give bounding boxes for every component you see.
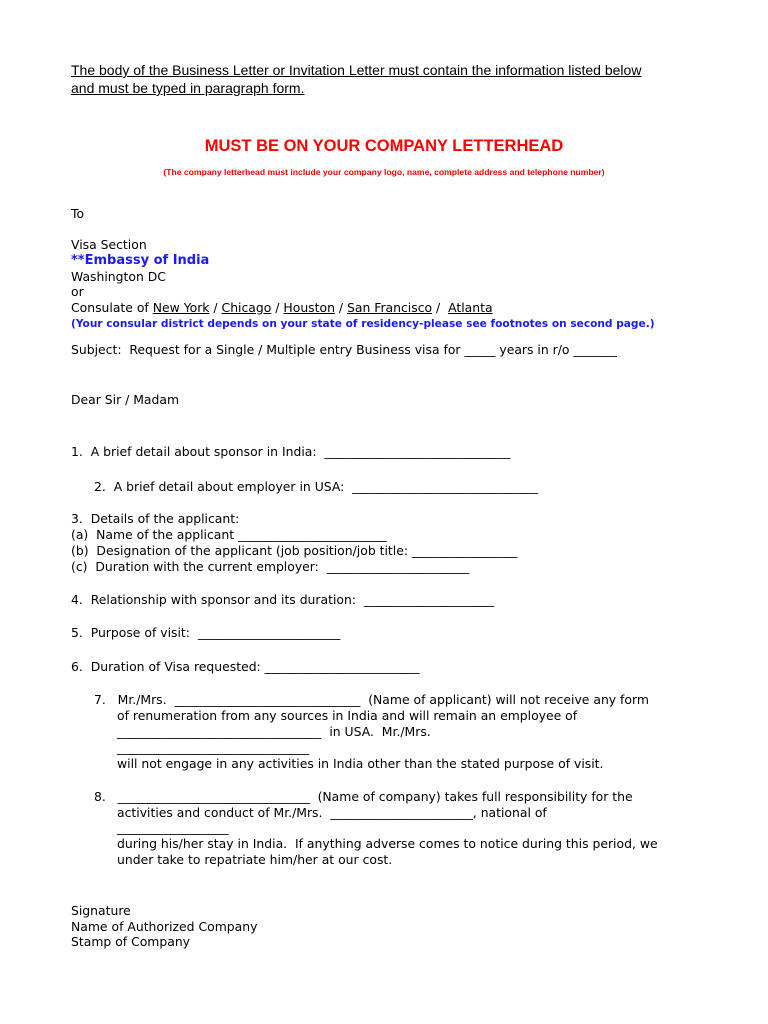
item-3b-designation: (b) Designation of the applicant (job position/job title: _________________ [71, 543, 518, 558]
consulate-line [71, 300, 493, 316]
address-to: To [71, 206, 85, 221]
consulate-san-francisco: San Francisco [346, 300, 433, 315]
item-8-line-3: __________________ [117, 820, 229, 835]
address-or: or [71, 284, 84, 299]
item-7-line-1: 7. Mr./Mrs. ______________________________ (Name of applicant) will not receive any form [94, 692, 649, 707]
consulate-atlanta: Atlanta [448, 300, 493, 315]
closing-stamp: Stamp of Company [71, 934, 191, 949]
item-5-purpose: 5. Purpose of visit: _______________________ [71, 625, 341, 640]
consular-district-note: (Your consular district depends on your state of residency-please see footnotes on second page.) [71, 318, 655, 330]
separator: / [334, 300, 347, 315]
item-8-line-5: under take to repatriate him/her at our cost. [117, 852, 393, 867]
item-7-line-2: of renumeration from any sources in India and will remain an employee of [117, 708, 578, 723]
item-3a-name: (a) Name of the applicant ________________________ [71, 527, 387, 542]
item-8-line-4: during his/her stay in India. If anything adverse comes to notice during this period, we [117, 836, 658, 851]
item-7-line-5: will not engage in any activities in India other than the stated purpose of visit. [117, 756, 604, 771]
consulate-prefix: Consulate of [71, 300, 153, 315]
letterhead-note: (The company letterhead must include your company logo, name, complete address and telephone number) [163, 167, 605, 177]
consulate-chicago: Chicago [221, 300, 272, 315]
address-embassy: **Embassy of India [71, 253, 210, 268]
item-4-relationship: 4. Relationship with sponsor and its duration: _____________________ [71, 592, 494, 607]
salutation: Dear Sir / Madam [71, 392, 180, 407]
item-8-line-2: activities and conduct of Mr./Mrs. _______________________, national of [117, 805, 547, 820]
item-1-sponsor: 1. A brief detail about sponsor in India: ______________________________ [71, 444, 511, 459]
address-visa-section: Visa Section [71, 237, 147, 252]
item-7-line-4: _______________________________ [117, 740, 310, 755]
closing-company-name: Name of Authorized Company [71, 919, 258, 934]
item-3c-duration: (c) Duration with the current employer: _______________________ [71, 559, 470, 574]
separator: / [271, 300, 284, 315]
item-3-applicant: 3. Details of the applicant: [71, 511, 240, 526]
instructions-line-2: and must be typed in paragraph form. [71, 80, 305, 96]
address-washington: Washington DC [71, 269, 166, 284]
consulate-houston: Houston [283, 300, 335, 315]
item-8-line-1: 8. _______________________________ (Name of company) takes full responsibility for the [94, 789, 633, 804]
closing-signature: Signature [71, 903, 131, 918]
consulate-new-york: New York [152, 300, 210, 315]
instructions-line-1: The body of the Business Letter or Invitation Letter must contain the information listed below [71, 62, 642, 78]
separator: / [432, 300, 445, 315]
separator: / [209, 300, 222, 315]
subject-line: Subject: Request for a Single / Multiple entry Business visa for _____ years in r/o _______ [71, 342, 617, 357]
letterhead-title: MUST BE ON YOUR COMPANY LETTERHEAD [204, 137, 564, 155]
item-7-line-3: _________________________________ in USA. Mr./Mrs. [117, 724, 431, 739]
item-2-employer: 2. A brief detail about employer in USA: ______________________________ [94, 479, 539, 494]
item-6-visa-duration: 6. Duration of Visa requested: _________________________ [71, 659, 420, 674]
